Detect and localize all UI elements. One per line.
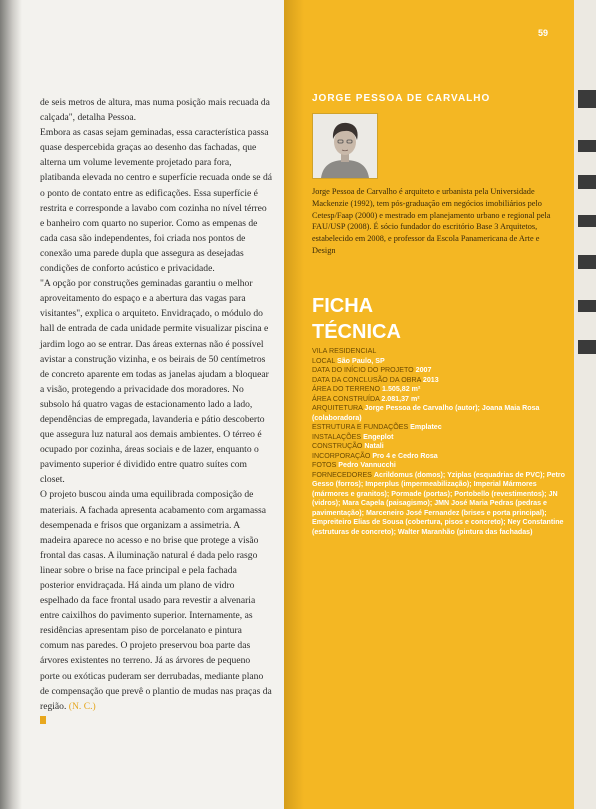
technical-sheet-row — [312, 357, 567, 367]
row-label: ÁREA DO TERRENO — [312, 385, 383, 393]
technical-sheet-title — [312, 293, 401, 345]
technical-sheet — [312, 347, 567, 537]
end-of-article-mark — [40, 716, 46, 724]
edge-tabs — [574, 0, 596, 809]
technical-sheet-title-line: TÉCNICA — [312, 321, 401, 343]
article-paragraph — [40, 487, 272, 713]
row-value: Emplatec — [410, 423, 442, 431]
row-value: 2.081,37 m² — [381, 394, 420, 403]
row-label: LOCAL — [312, 356, 337, 365]
technical-sheet-row — [312, 404, 567, 423]
technical-sheet-row — [312, 452, 567, 462]
article-paragraph: "A opção por construções geminadas garantiu o melhor aproveitamento do espaço e a abertura das vagas para visitantes", explica o arquiteto. Envidraçado, o módulo do hall de entrada de cada unidade permite visualizar piscina e jardim logo ao se entrar. Das áreas externas não é possível avistar a construção vizinha, e os beirais de 50 centímetros de concreto aparente em todas as janelas ajudam a bloquear a visão, protegendo a privacidade dos moradores. No subsolo há quatro vagas de estacionamento lado a lado, dependências de empregada, lavanderia e pátio descoberto que assegura luz natural aos demais ambientes. O térreo é ocupado por cozinha, áreas sociais e de lazer, enquanto o pavimento superior é dividido entre quatro suítes com closet. — [40, 278, 269, 486]
article-paragraph: Embora as casas sejam geminadas, essa característica passa quase despercebida graças ao desenho das fachadas, que alterna um volume levemente projetado para fora, platibanda elevada no centro e superfície recuada onde se dá o ponto de contato entre as edificações. Essa superfície é restrita e corresponde a lavabo com cozinha no nível térreo e banheiro com quarto no superior. Como as empenas de cada casa são independentes, foi criada nos pontos de conexão uma parede dupla que assegura as desejadas condições de conforto acústico e privacidade. — [40, 127, 272, 275]
row-value: 1.505,82 m² — [382, 385, 421, 393]
row-value: Engeplot — [363, 432, 394, 441]
row-label: ARQUITETURA — [312, 404, 365, 412]
author-portrait — [312, 113, 378, 179]
technical-sheet-row — [312, 385, 567, 395]
row-label: ESTRUTURA E FUNDAÇÕES — [312, 423, 411, 431]
spine-shadow — [284, 0, 304, 809]
edge-tab — [578, 300, 596, 312]
author-bio: Jorge Pessoa de Carvalho é arquiteto e urbanista pela Universidade Mackenzie (1992), tem pós-graduação em negócios imobiliários pelo Cetesp/Faap (2000) e mestrado em planejamento urbano e regional pela FAU/USP (2008). É sócio fundador do escritório Base 3 Arquitetos, estabelecido em 2008, e professor da Escola Panamericana de Arte e Design — [312, 187, 551, 255]
row-label: ÁREA CONSTRUÍDA — [312, 394, 382, 403]
edge-tab — [578, 215, 596, 227]
page-number: 59 — [538, 28, 549, 38]
article-paragraph: de seis metros de altura, mas numa posição mais recuada da calçada", detalha Pessoa. — [40, 97, 270, 124]
edge-tab — [578, 140, 596, 152]
technical-sheet-row — [312, 395, 567, 405]
row-label: FOTOS — [312, 461, 339, 469]
row-label: DATA DA CONCLUSÃO DA OBRA — [312, 375, 423, 384]
technical-sheet-project: VILA RESIDENCIAL — [312, 347, 377, 355]
edge-tab — [578, 90, 596, 108]
technical-sheet-row — [312, 461, 567, 471]
row-value: Pedro Vannucchi — [338, 461, 396, 469]
article-paragraph-text: O projeto buscou ainda uma equilibrada composição de materiais. A fachada apresenta acabamento com argamassa desempenada e frisos que organizam a assimetria. A madeira aparece no acesso e no brise que protege a visão frontal das casas. A iluminação natural é dada pelo rasgo linear sobre o brise na face principal e pela fachada posterior envidraçada. Há ainda um plano de vidro espelhado da face frontal usado para revestir a alvenaria entre caixilhos do pavimento superior. Internamente, as residências apresentam piso de porcelanato e pintura comum nas paredes. O projeto preservou boa parte das árvores existentes no terreno. Já as árvores de pequeno porte ou exóticas puderam ser derrubadas, mediante plano de compensação que prevê o plantio de mudas nas praças da região. — [40, 489, 272, 712]
technical-sheet-row — [312, 433, 567, 443]
row-value: 2013 — [422, 375, 439, 384]
row-value: 2007 — [415, 366, 432, 374]
row-label: DATA DO INÍCIO DO PROJETO — [312, 366, 416, 374]
row-value: São Paulo, SP — [336, 356, 385, 365]
row-value: Jorge Pessoa de Carvalho (autor); Joana Maia Rosa (colaboradora) — [312, 404, 540, 422]
row-label: FORNECEDORES — [312, 470, 374, 479]
edge-tab — [578, 340, 596, 354]
technical-sheet-row — [312, 442, 567, 452]
edge-tab — [578, 255, 596, 269]
row-value: Pro 4 e Cedro Rosa — [372, 451, 438, 460]
row-label: INCORPORAÇÃO — [312, 451, 373, 460]
row-value: Natali — [364, 442, 384, 450]
technical-sheet-row — [312, 423, 567, 433]
technical-sheet-row — [312, 376, 567, 386]
author-name: JORGE PESSOA DE CARVALHO — [312, 93, 491, 104]
edge-tab — [578, 175, 596, 189]
article-credit: (N. C.) — [68, 700, 96, 712]
technical-sheet-row — [312, 366, 567, 376]
portrait-image — [313, 114, 377, 178]
page-gutter — [0, 0, 22, 809]
row-label: CONSTRUÇÃO — [312, 442, 365, 450]
row-label: INSTALAÇÕES — [312, 432, 364, 441]
technical-sheet-row — [312, 471, 567, 538]
article-body — [40, 95, 272, 729]
technical-sheet-title-line: FICHA — [312, 295, 374, 317]
row-value: Acrildomus (domos); Yziplas (esquadrias de PVC); Petro Gesso (forros); Imperplus (impermeabilização); Imperial Mármores (mármores e granitos); Pormade (portas); Portobello (revestimentos); JN (vidros); Mara Capela (paisagismo); JMN José Maria Pedras (pedras e pavimentação); Marceneiro José Fernandez (brises e porta principal); Empreiteiro Elias de Sousa (cobertura, pisos e concreto); Ney Constantine (estruturas de concreto); Walter Maranhão (pintura das fachadas) — [312, 470, 565, 536]
